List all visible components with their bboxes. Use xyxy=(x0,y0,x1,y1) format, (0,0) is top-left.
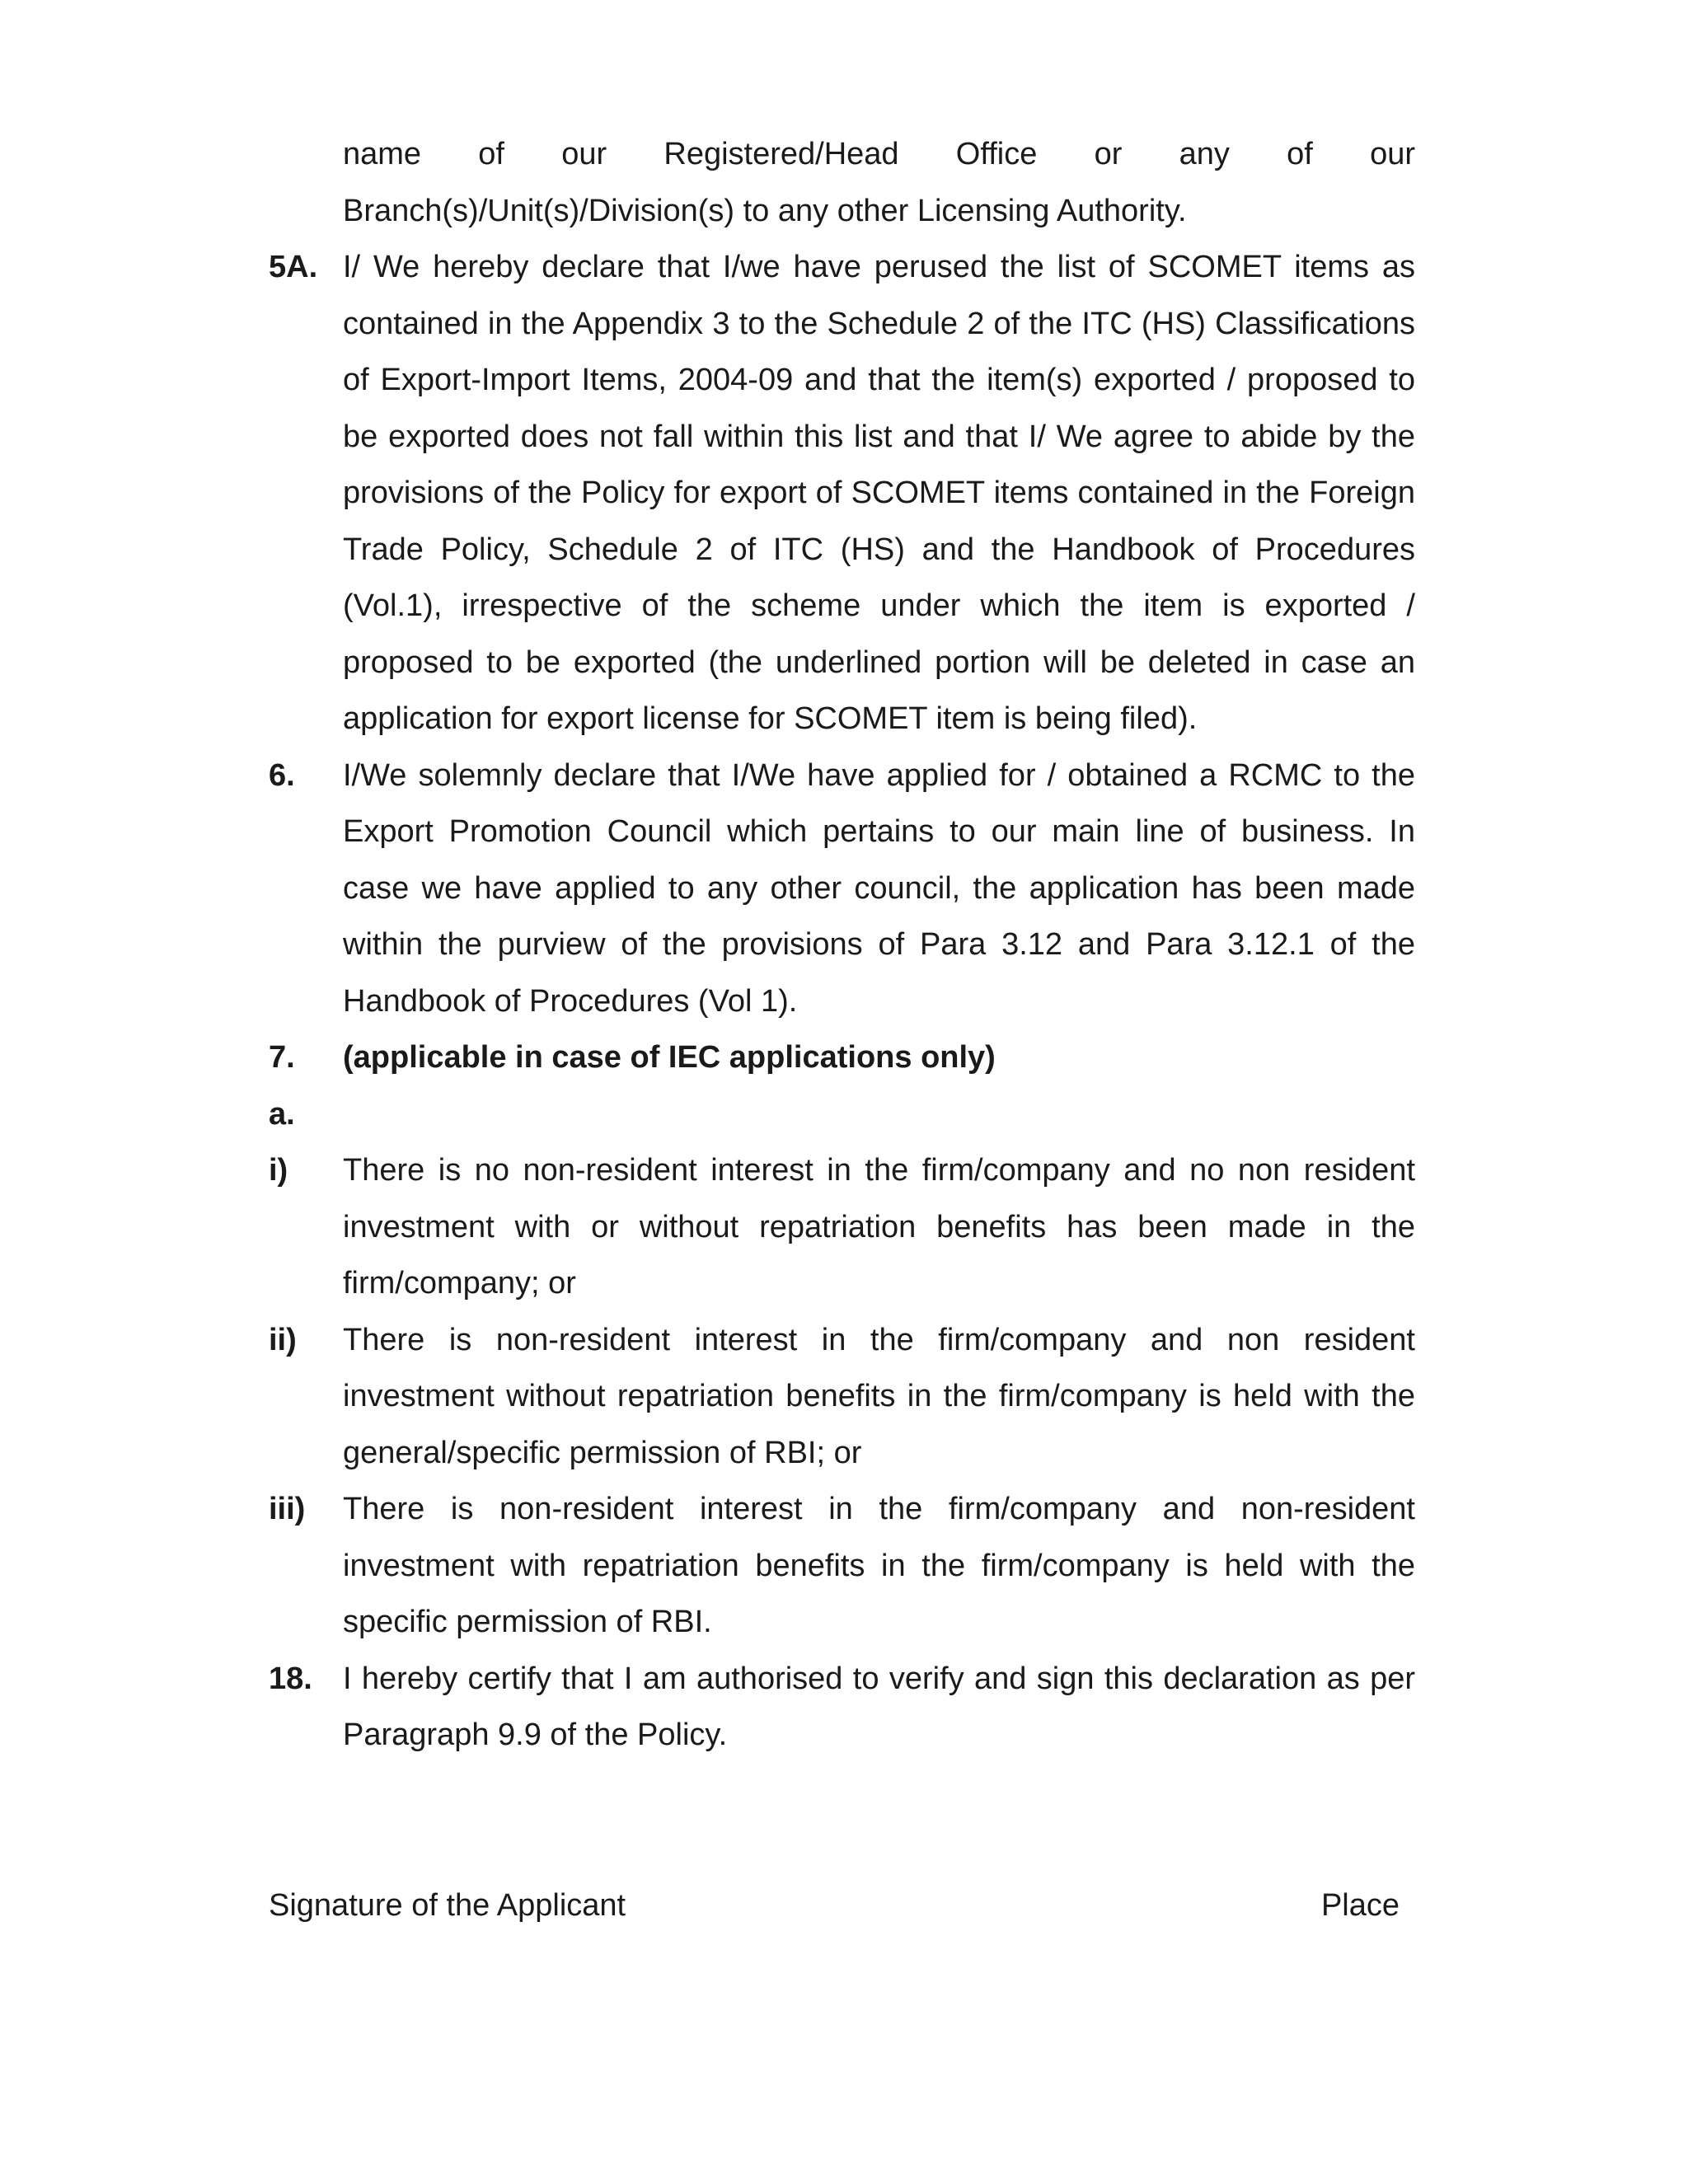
declaration-item-6 xyxy=(269,748,1415,1030)
declaration-item-i xyxy=(269,1142,1415,1312)
item-number: a. xyxy=(269,1096,295,1132)
item-text: There is non-resident interest in the firm/company and non-resident investment with repatriation benefits in the firm/company is held with the specific permission of RBI. xyxy=(343,1492,1415,1639)
declaration-item-5a xyxy=(269,239,1415,748)
item-text: There is no non-resident interest in the firm/company and no non resident investment with or without repatriation benefits has been made in the firm/company; or xyxy=(343,1153,1415,1301)
signature-row xyxy=(269,1877,1400,1933)
item-number: ii) xyxy=(269,1322,297,1357)
item-number: 5A. xyxy=(269,250,318,284)
declaration-item-a xyxy=(269,1086,1415,1143)
item-number: 6. xyxy=(269,757,295,793)
item-text: There is non-resident interest in the firm/company and non resident investment without repatriation benefits in the firm/company is held with the general/specific permission of RBI; or xyxy=(343,1322,1415,1470)
item-number: 7. xyxy=(269,1040,295,1075)
item-number: 18. xyxy=(269,1661,312,1696)
declaration-item-18 xyxy=(269,1651,1415,1764)
item-text: I hereby certify that I am authorised to verify and sign this declaration as per Paragraph 9.9 of the Policy. xyxy=(343,1661,1415,1752)
item-text: I/We solemnly declare that I/We have applied for / obtained a RCMC to the Export Promotion Council which pertains to our main line of business. In case we have applied to any other council, the application has been made within the purview of the provisions of Para 3.12 and Para 3.12.1 of the Handbook of Procedures (Vol 1). xyxy=(343,757,1415,1019)
item-text: (applicable in case of IEC applications only) xyxy=(343,1040,996,1075)
place-label: Place xyxy=(1320,1888,1400,1923)
continuation-line-1: name of our Registered/Head Office or any of our xyxy=(343,137,1415,171)
signature-label: Signature of the Applicant xyxy=(269,1888,626,1923)
declaration-body xyxy=(269,126,1415,1764)
item-number: i) xyxy=(269,1153,288,1188)
continuation-line-2: Branch(s)/Unit(s)/Division(s) to any other Licensing Authority. xyxy=(343,193,1187,228)
item-number: iii) xyxy=(269,1492,306,1526)
item-text: I/ We hereby declare that I/we have perused the list of SCOMET items as contained in the Appendix 3 to the Schedule 2 of the ITC (HS) Classifications of Export-Import Items, 2004-09 and that the item(s) exported / proposed to be exported does not fall within this list and that I/ We agree to abide by the provisions of the Policy for export of SCOMET items contained in the Foreign Trade Policy, Schedule 2 of ITC (HS) and the Handbook of Procedures (Vol.1), irrespective of the scheme under which the item is exported / proposed to be exported (the underlined portion will be deleted in case an application for export license for SCOMET item is being filed). xyxy=(343,250,1415,736)
declaration-item-7 xyxy=(269,1029,1415,1086)
item-text xyxy=(343,126,1415,239)
continuation-paragraph xyxy=(269,126,1415,239)
declaration-item-ii xyxy=(269,1312,1415,1482)
declaration-item-iii xyxy=(269,1481,1415,1651)
